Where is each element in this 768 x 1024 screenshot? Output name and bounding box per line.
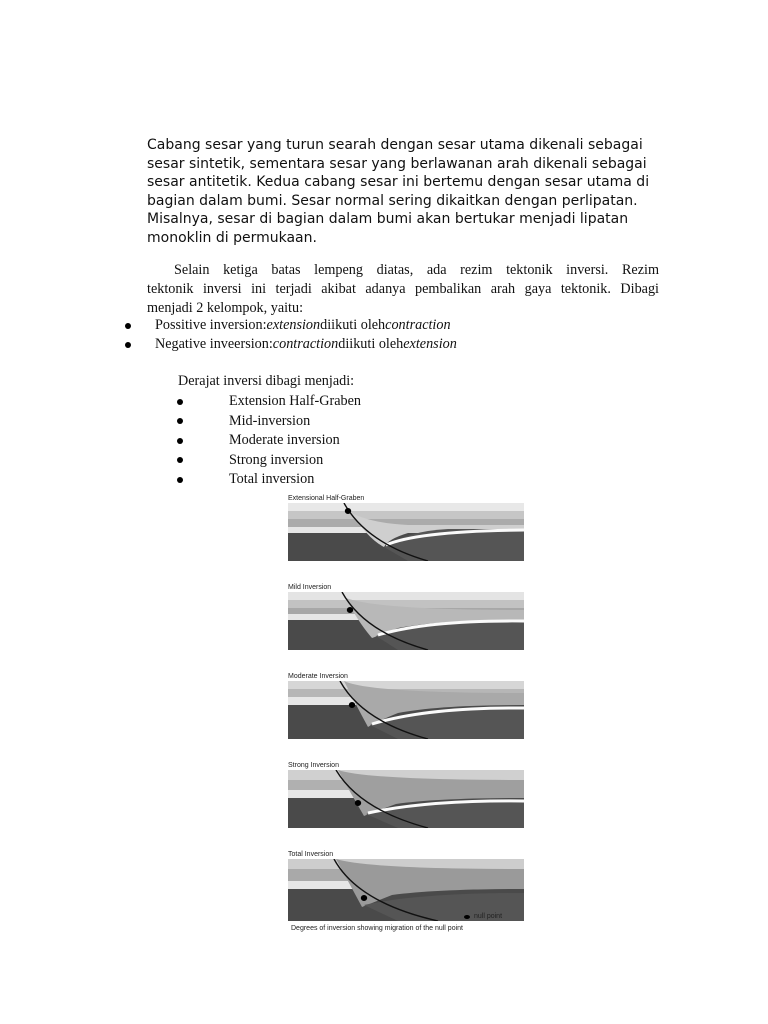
bullet-icon	[177, 418, 183, 424]
paragraph-line: Cabang sesar yang turun searah dengan sesar utama dikenali sebagai	[147, 137, 643, 153]
figure-panel	[288, 494, 524, 566]
bullet-icon	[177, 399, 183, 405]
degree-label: Moderate inversion	[229, 432, 340, 448]
degree-label: Mid-inversion	[229, 412, 311, 429]
panel-title: Moderate Inversion	[288, 673, 348, 680]
bullet-icon	[125, 323, 131, 329]
inversion-figure	[288, 494, 524, 932]
inversion-first: extension	[266, 317, 321, 333]
legend-label: null point	[474, 913, 503, 920]
cross-section-diagram	[288, 770, 524, 828]
bullet-icon	[125, 342, 131, 348]
panel-title: Mild Inversion	[288, 584, 332, 591]
inversion-name: Possitive inversion:	[155, 317, 267, 333]
paragraph-inversion	[147, 261, 659, 318]
paragraph-line: sesar antitetik. Kedua cabang sesar ini bertemu dengan sesar utama di	[147, 174, 650, 191]
list-item	[172, 470, 361, 490]
panel-title: Total Inversion	[288, 851, 334, 858]
paragraph-line: Misalnya, sesar di bagian dalam bumi akan bertukar menjadi lipatan	[147, 211, 629, 228]
paragraph-line: tektonik inversi ini terjadi akibat adanya pembalikan arah gaya tektonik. Dibagi	[147, 281, 659, 297]
inversion-type-list	[120, 316, 457, 354]
bullet-icon	[177, 477, 183, 483]
figure-caption: Degrees of inversion showing migration of the null point	[291, 925, 463, 932]
bullet-icon	[177, 438, 183, 444]
paragraph-line: Selain ketiga batas lempeng diatas, ada rezim tektonik inversi. Rezim	[174, 262, 659, 278]
list-item	[120, 335, 457, 354]
panel-title: Strong Inversion	[288, 762, 339, 769]
paragraph-line: bagian dalam bumi. Sesar normal sering dikaitkan dengan perlipatan.	[147, 192, 638, 209]
panel-title: Extensional Half-Graben	[288, 495, 365, 502]
inversion-name: Negative inveersion:	[155, 336, 273, 352]
paragraph-line: sesar sintetik, sementara sesar yang berlawanan arah dikenali sebagai	[147, 155, 647, 172]
legend-key	[464, 913, 502, 920]
list-item	[172, 392, 361, 412]
paragraph-line: menjadi 2 kelompok, yaitu:	[147, 300, 304, 316]
cross-section-diagram	[288, 592, 524, 650]
inversion-first: contraction	[272, 336, 339, 352]
inversion-second: extension	[403, 336, 457, 352]
cross-section-diagram	[288, 859, 524, 921]
degree-intro: Derajat inversi dibagi menjadi:	[178, 373, 355, 389]
inversion-connector: diikuti oleh	[320, 317, 386, 333]
cross-section-diagram	[288, 681, 524, 739]
degree-label: Total inversion	[229, 471, 315, 487]
paragraph-faults	[147, 136, 667, 248]
null-point-icon	[464, 915, 470, 919]
bullet-icon	[177, 457, 183, 463]
list-item	[172, 412, 361, 432]
figure-panel	[288, 583, 524, 655]
list-item	[120, 316, 457, 335]
degree-label: Strong inversion	[229, 451, 324, 468]
list-item	[172, 431, 361, 451]
list-item	[172, 451, 361, 471]
degree-label: Extension Half-Graben	[229, 393, 361, 409]
cross-section-diagram	[288, 503, 524, 561]
inversion-second: contraction	[385, 317, 451, 333]
figure-panel	[288, 672, 524, 744]
inversion-connector: diikuti oleh	[338, 336, 404, 352]
paragraph-line: monoklin di permukaan.	[147, 229, 317, 246]
degree-list	[172, 392, 361, 490]
figure-panel	[288, 761, 524, 833]
